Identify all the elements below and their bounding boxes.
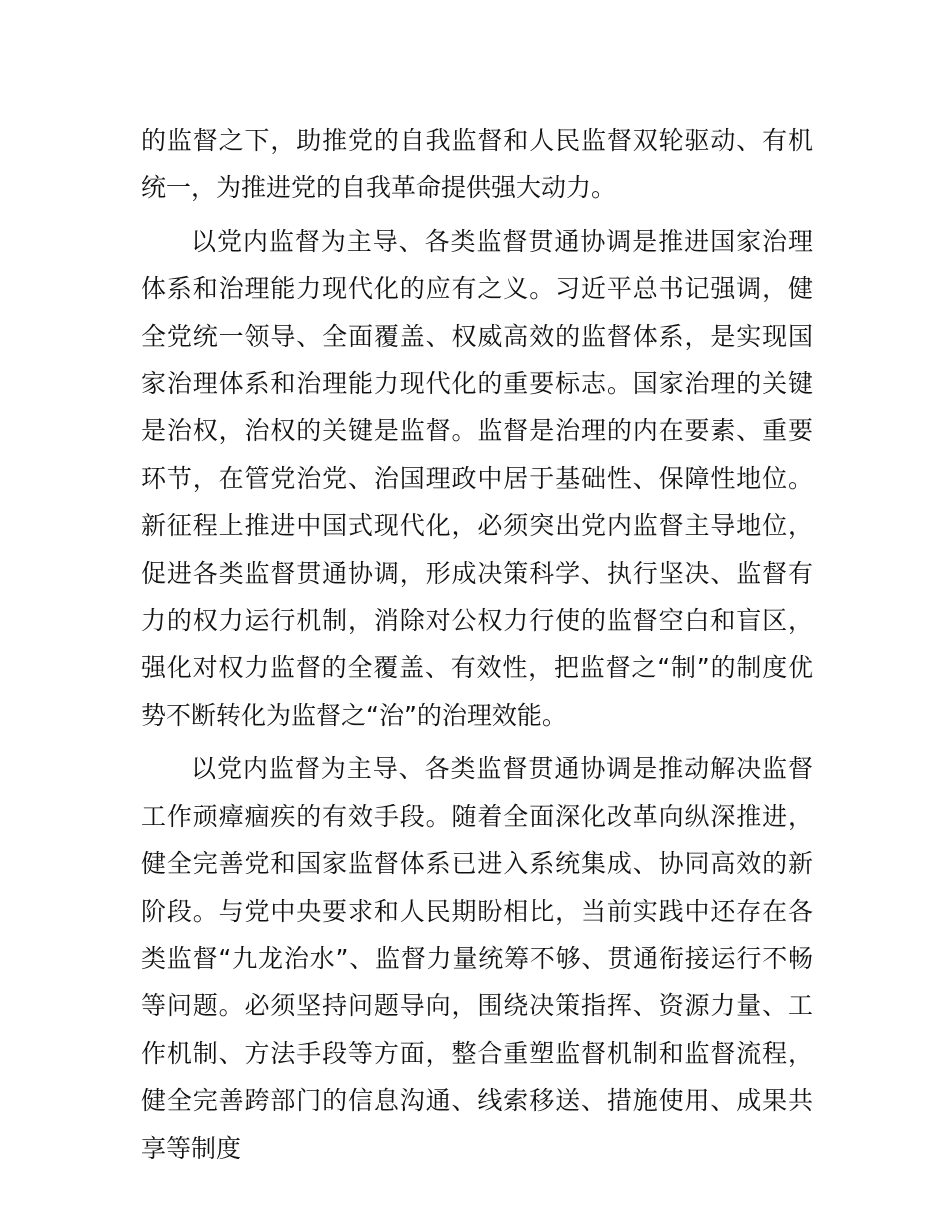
document-body — [141, 117, 813, 1172]
paragraph-continuation: 的监督之下，助推党的自我监督和人民监督双轮驱动、有机统一，为推进党的自我革命提供强大动力。 — [141, 126, 813, 203]
paragraph-governance-modernization: 以党内监督为主导、各类监督贯通协调是推进国家治理体系和治理能力现代化的应有之义。习近平总书记强调，健全党统一领导、全面覆盖、权威高效的监督体系，是实现国家治理体系和治理能力现代化的重要标志。国家治理的关键是治权，治权的关键是监督。监督是治理的内在要素、重要环节，在管党治党、治国理政中居于基础性、保障性地位。新征程上推进中国式现代化，必须突出党内监督主导地位，促进各类监督贯通协调，形成决策科学、执行坚决、监督有力的权力运行机制，消除对公权力行使的监督空白和盲区，强化对权力监督的全覆盖、有效性，把监督之“制”的制度优势不断转化为监督之“治”的治理效能。 — [141, 226, 813, 730]
paragraph-supervision-problems: 以党内监督为主导、各类监督贯通协调是推动解决监督工作顽瘴痼疾的有效手段。随着全面深化改革向纵深推进，健全完善党和国家监督体系已进入系统集成、协同高效的新阶段。与党中央要求和人民期盼相比，当前实践中还存在各类监督“九龙治水”、监督力量统筹不够、贯通衔接运行不畅等问题。必须坚持问题导向，围绕决策指挥、资源力量、工作机制、方法手段等方面，整合重塑监督机制和监督流程，健全完善跨部门的信息沟通、线索移送、措施使用、成果共享等制度 — [141, 754, 813, 1163]
